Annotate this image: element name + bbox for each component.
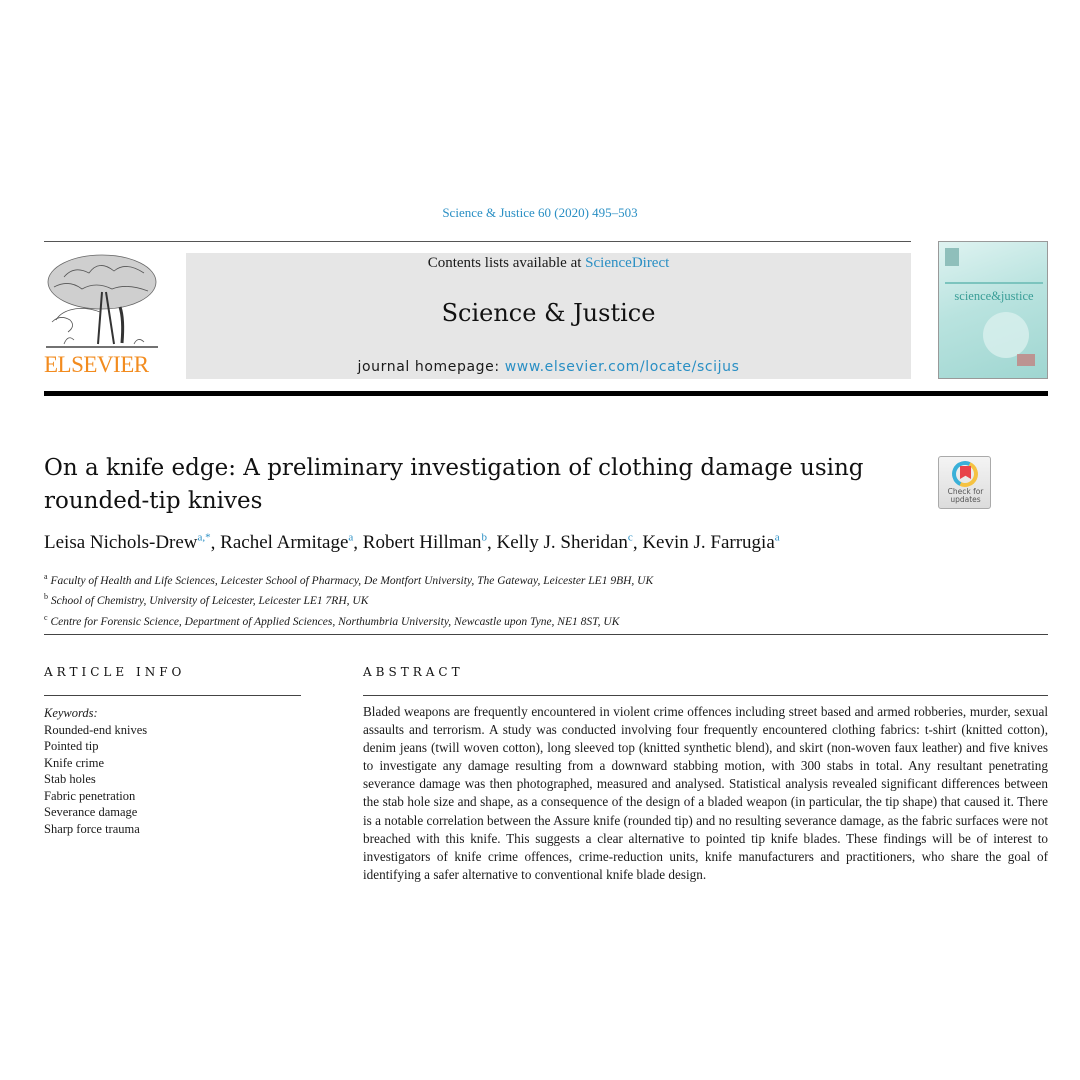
cover-illustration — [983, 312, 1029, 358]
author-separator: , — [210, 532, 221, 554]
journal-cover-image[interactable] — [938, 241, 1048, 379]
author[interactable] — [220, 532, 353, 553]
author-name[interactable]: Kevin J. Farrugia — [642, 532, 775, 554]
homepage-prefix: journal homepage: — [357, 359, 505, 375]
keywords-list — [44, 705, 304, 837]
cover-society-badge — [1017, 354, 1035, 366]
affiliation-mark: c — [44, 612, 48, 622]
author-separator: , — [632, 532, 643, 554]
author-name[interactable]: Rachel Armitage — [220, 532, 349, 554]
sciencedirect-link[interactable]: ScienceDirect — [585, 255, 670, 271]
author-affiliation-mark[interactable]: a — [774, 532, 780, 544]
abstract-rule — [363, 695, 1048, 696]
author-name[interactable]: Leisa Nichols-Drew — [44, 532, 198, 554]
author-affiliation-mark[interactable]: b — [481, 532, 488, 544]
author[interactable] — [642, 532, 779, 553]
article-info-rule — [44, 695, 301, 696]
article-title: On a knife edge: A preliminary investigation of clothing damage using rounded-tip knives — [44, 455, 864, 514]
check-for-updates-label — [939, 488, 992, 504]
author-affiliation-mark[interactable]: a — [348, 532, 354, 544]
author-affiliation-mark[interactable]: c — [627, 532, 633, 544]
affiliation-text: Faculty of Health and Life Sciences, Leicester School of Pharmacy, De Montfort University, The Gateway, Leicester LE1 9BH, UK — [50, 574, 654, 587]
affiliation-mark: a — [44, 572, 48, 581]
affiliation-mark: b — [44, 592, 48, 602]
section-divider — [44, 634, 1048, 635]
abstract-text: Bladed weapons are frequently encountered in violent crime offences including street based and armed robberies, murder, sexual assaults and terrorism. A study was conducted involving four frequently encountered clothing fabrics: t-shirt (knitted cotton), denim jeans (twill woven cotton), long sleeved top (knitted synthetic blend), and skirt (non-woven faux leather) and five knives to investigate any damage resulting from a downward stabbing motion, with 300 stabs in total. Any resultant penetrating severance damage was then photographed, measured and analysed. Statistical analysis revealed significant differences between the stab hole size and shape, as a consequence of the design of a bladed weapon (in particular, the tip shape) that caused it. There is a notable correlation between the Assure knife (rounded tip) and no resulting severance damage, as the fabric surfaces were not breached with this knife. This suggests a clear alternative to pointed tip knife blades. These findings will be of interest to investigators of knife crime offences, crime-reduction units, knife manufacturers and practitioners, who share the goal of identifying a safer alternative to conventional knife blade design. — [363, 704, 1048, 882]
cover-title: science&justice — [954, 289, 1034, 303]
check-for-updates-button[interactable] — [938, 456, 991, 509]
abstract-heading: ABSTRACT — [363, 665, 464, 679]
author-name[interactable]: Kelly J. Sheridan — [496, 532, 628, 554]
cover-publisher-logo — [945, 248, 959, 266]
author[interactable] — [44, 532, 211, 553]
keyword: Sharp force trauma — [44, 821, 140, 836]
journal-citation-link[interactable]: Science & Justice 60 (2020) 495–503 — [442, 205, 638, 220]
keyword: Rounded-end knives — [44, 722, 148, 737]
keyword: Fabric penetration — [44, 788, 136, 803]
affiliation — [44, 569, 1044, 589]
tree-icon — [44, 252, 160, 352]
article-info-heading: ARTICLE INFO — [44, 665, 186, 679]
keywords-label: Keywords: — [44, 706, 98, 720]
author-affiliation-mark[interactable]: a,* — [197, 532, 211, 544]
contents-prefix: Contents lists available at — [427, 255, 586, 271]
affiliation — [44, 589, 1044, 609]
author-separator: , — [353, 532, 363, 554]
keyword: Severance damage — [44, 805, 138, 819]
author[interactable] — [497, 532, 633, 553]
affiliation-text: Centre for Forensic Science, Department of Applied Sciences, Northumbria University, Newcastle upon Tyne, NE1 8ST, UK — [50, 615, 620, 628]
author-separator: , — [487, 532, 497, 554]
check-updates-line1: Check for — [947, 487, 984, 496]
keyword: Stab holes — [44, 772, 96, 786]
author-name[interactable]: Robert Hillman — [362, 532, 482, 554]
author[interactable] — [363, 532, 487, 553]
author-list — [44, 532, 1044, 554]
affiliation — [44, 610, 1044, 630]
header-thick-rule — [44, 391, 1048, 396]
affiliations — [44, 569, 1044, 630]
keyword: Knife crime — [44, 755, 105, 770]
cover-society-line — [945, 282, 1043, 284]
homepage-link[interactable]: www.elsevier.com/locate/scijus — [504, 359, 740, 375]
affiliation-text: School of Chemistry, University of Leicester, Leicester LE1 7RH, UK — [50, 595, 369, 608]
keyword: Pointed tip — [44, 739, 99, 753]
homepage-line — [186, 359, 911, 375]
elsevier-logo[interactable] — [44, 252, 160, 380]
elsevier-wordmark: ELSEVIER — [44, 352, 149, 377]
journal-title: Science & Justice — [441, 299, 656, 327]
journal-banner — [186, 253, 911, 379]
check-updates-line2: updates — [950, 495, 981, 504]
contents-line — [186, 255, 911, 272]
header-divider — [44, 241, 911, 242]
